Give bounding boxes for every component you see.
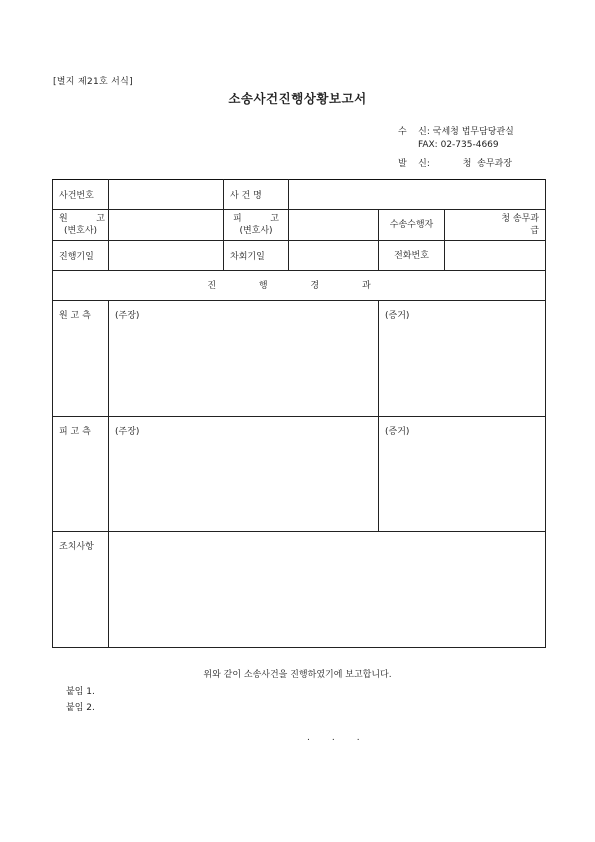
parties-row	[53, 210, 546, 241]
litigant-value-line2: 급	[530, 226, 539, 236]
defendant-evidence-label: (증거)	[385, 427, 410, 437]
defendant-evidence-field[interactable]	[379, 417, 546, 532]
defendant-label-line2: (변호사)	[239, 226, 273, 236]
sender-line	[398, 156, 512, 169]
litigant-label: 수송수행자	[379, 210, 445, 241]
report-statement: 위와 같이 소송사건을 진행하였기에 보고합니다.	[203, 670, 392, 680]
form-number-label: [별지 제21호 서식]	[53, 77, 133, 87]
plaintiff-label	[53, 210, 109, 241]
hearing-date-field[interactable]	[109, 241, 224, 271]
next-date-label: 차회기일	[224, 241, 289, 271]
plaintiff-label-line2: (변호사)	[63, 226, 98, 236]
recipient-value: 국세청 법무담당관실	[432, 127, 514, 137]
dates-row	[53, 241, 546, 271]
case-name-label: 사 건 명	[224, 180, 289, 210]
defendant-label-line1: 피 고	[233, 214, 279, 224]
fax-line	[418, 140, 499, 150]
next-date-field[interactable]	[289, 241, 379, 271]
case-report-table	[52, 179, 546, 648]
case-number-label: 사건번호	[53, 180, 109, 210]
phone-field[interactable]	[445, 241, 546, 271]
defendant-field[interactable]	[289, 210, 379, 241]
hearing-date-label: 진행기일	[53, 241, 109, 271]
defendant-claim-field[interactable]	[109, 417, 379, 532]
plaintiff-evidence-field[interactable]	[379, 301, 546, 417]
litigant-field[interactable]	[445, 210, 546, 241]
case-row	[53, 180, 546, 210]
plaintiff-side-label: 원 고 측	[53, 301, 109, 417]
date-placeholder: ...	[307, 733, 382, 743]
sender-label: 발 신:	[398, 159, 430, 169]
plaintiff-side-row	[53, 301, 546, 417]
fax-value: 02-735-4669	[440, 140, 499, 150]
plaintiff-claim-label: (주장)	[115, 311, 140, 321]
measures-field[interactable]	[109, 532, 546, 648]
attachment-2: 붙임 2.	[66, 703, 95, 713]
fax-label: FAX:	[418, 140, 438, 150]
progress-header-text: 진 행 경 과	[207, 280, 391, 291]
litigant-value-line1: 청 송무과	[501, 214, 539, 224]
plaintiff-evidence-label: (증거)	[385, 311, 410, 321]
phone-label: 전화번호	[379, 241, 445, 271]
document-title: 소송사건진행상황보고서	[228, 91, 367, 106]
defendant-claim-label: (주장)	[115, 427, 140, 437]
sender-value: 청 송무과장	[462, 159, 512, 169]
recipient-label: 수 신:	[398, 127, 430, 137]
measures-label: 조치사항	[53, 532, 109, 648]
defendant-side-label: 피 고 측	[53, 417, 109, 532]
recipient-line	[398, 124, 514, 137]
defendant-side-row	[53, 417, 546, 532]
attachment-1: 붙임 1.	[66, 687, 95, 697]
case-number-field[interactable]	[109, 180, 224, 210]
measures-row	[53, 532, 546, 648]
plaintiff-field[interactable]	[109, 210, 224, 241]
progress-header-row	[53, 271, 546, 301]
plaintiff-claim-field[interactable]	[109, 301, 379, 417]
case-name-field[interactable]	[289, 180, 546, 210]
defendant-label	[224, 210, 289, 241]
plaintiff-label-line1: 원 고	[59, 214, 105, 224]
progress-header	[53, 271, 546, 301]
